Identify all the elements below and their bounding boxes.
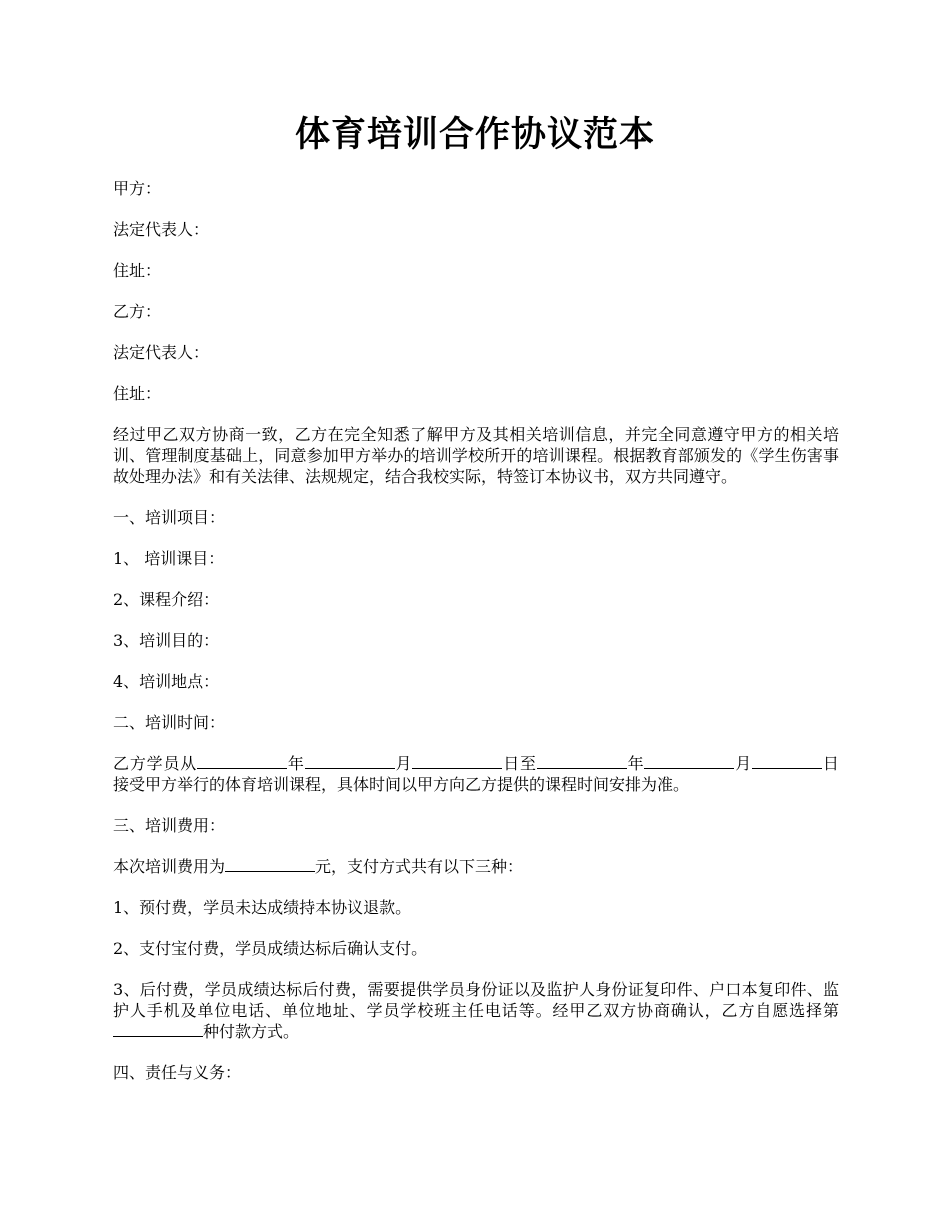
training-course-item: 1、 培训课目：: [113, 549, 225, 568]
day-label: 日: [822, 754, 839, 773]
payment-option-3-suffix: 种付款方式。: [203, 1022, 300, 1041]
start-month-blank[interactable]: [305, 754, 395, 769]
day-to-label: 日至: [502, 754, 537, 773]
section-3-heading: 三、培训费用：: [113, 816, 226, 835]
fee-line: [113, 856, 839, 877]
payment-option-1: 1、预付费，学员未达成绩持本协议退款。: [113, 898, 412, 917]
course-intro-item: 2、课程介绍：: [113, 590, 220, 609]
party-b-line: 乙方：: [113, 302, 162, 321]
end-month-blank[interactable]: [644, 754, 734, 769]
training-time-paragraph: [113, 753, 839, 795]
document-title: 体育培训合作协议范本: [294, 114, 655, 155]
party-a-representative-line: 法定代表人：: [113, 220, 210, 239]
end-year-blank[interactable]: [537, 754, 627, 769]
start-year-blank[interactable]: [197, 754, 287, 769]
year-label: 年: [626, 754, 645, 773]
party-b-address-line: 住址：: [113, 384, 162, 403]
section-2-heading: 二、培训时间：: [113, 713, 226, 732]
section-4-heading: 四、责任与义务：: [113, 1063, 242, 1082]
document-body: [113, 178, 839, 1103]
payment-choice-blank[interactable]: [113, 1022, 203, 1037]
party-a-line: 甲方：: [113, 179, 162, 198]
payment-option-3-text: 3、后付费，学员成绩达标后付费，需要提供学员身份证以及监护人身份证复印件、户口本复印件、监护人手机及单位电话、单位地址、学员学校班主任电话等。经甲乙双方协商确认，乙方自愿选择第: [113, 980, 839, 1020]
month-label: 月: [394, 754, 413, 773]
time-suffix: 接受甲方举行的体育培训课程，具体时间以甲方向乙方提供的课程时间安排为准。: [113, 775, 690, 794]
fee-amount-blank[interactable]: [225, 857, 315, 872]
payment-option-2: 2、支付宝付费，学员成绩达标后确认支付。: [113, 939, 428, 958]
fee-suffix: 元，支付方式共有以下三种：: [315, 857, 524, 876]
section-1-heading: 一、培训项目：: [113, 508, 226, 527]
time-prefix: 乙方学员从: [113, 754, 198, 773]
end-day-blank[interactable]: [752, 754, 822, 769]
month-label: 月: [734, 754, 753, 773]
payment-option-3: [113, 979, 839, 1042]
year-label: 年: [287, 754, 305, 773]
start-day-blank[interactable]: [412, 754, 502, 769]
party-b-representative-line: 法定代表人：: [113, 343, 210, 362]
intro-paragraph: 经过甲乙双方协商一致，乙方在完全知悉了解甲方及其相关培训信息，并完全同意遵守甲方的相关培训、管理制度基础上，同意参加甲方举办的培训学校所开的培训课程。根据教育部颁发的《学生伤害事故处理办法》和有关法律、法规规定，结合我校实际，特签订本协议书，双方共同遵守。: [113, 425, 839, 486]
training-purpose-item: 3、培训目的：: [113, 631, 220, 650]
party-a-address-line: 住址：: [113, 261, 162, 280]
fee-prefix: 本次培训费用为: [113, 857, 226, 876]
training-location-item: 4、培训地点：: [113, 672, 220, 691]
